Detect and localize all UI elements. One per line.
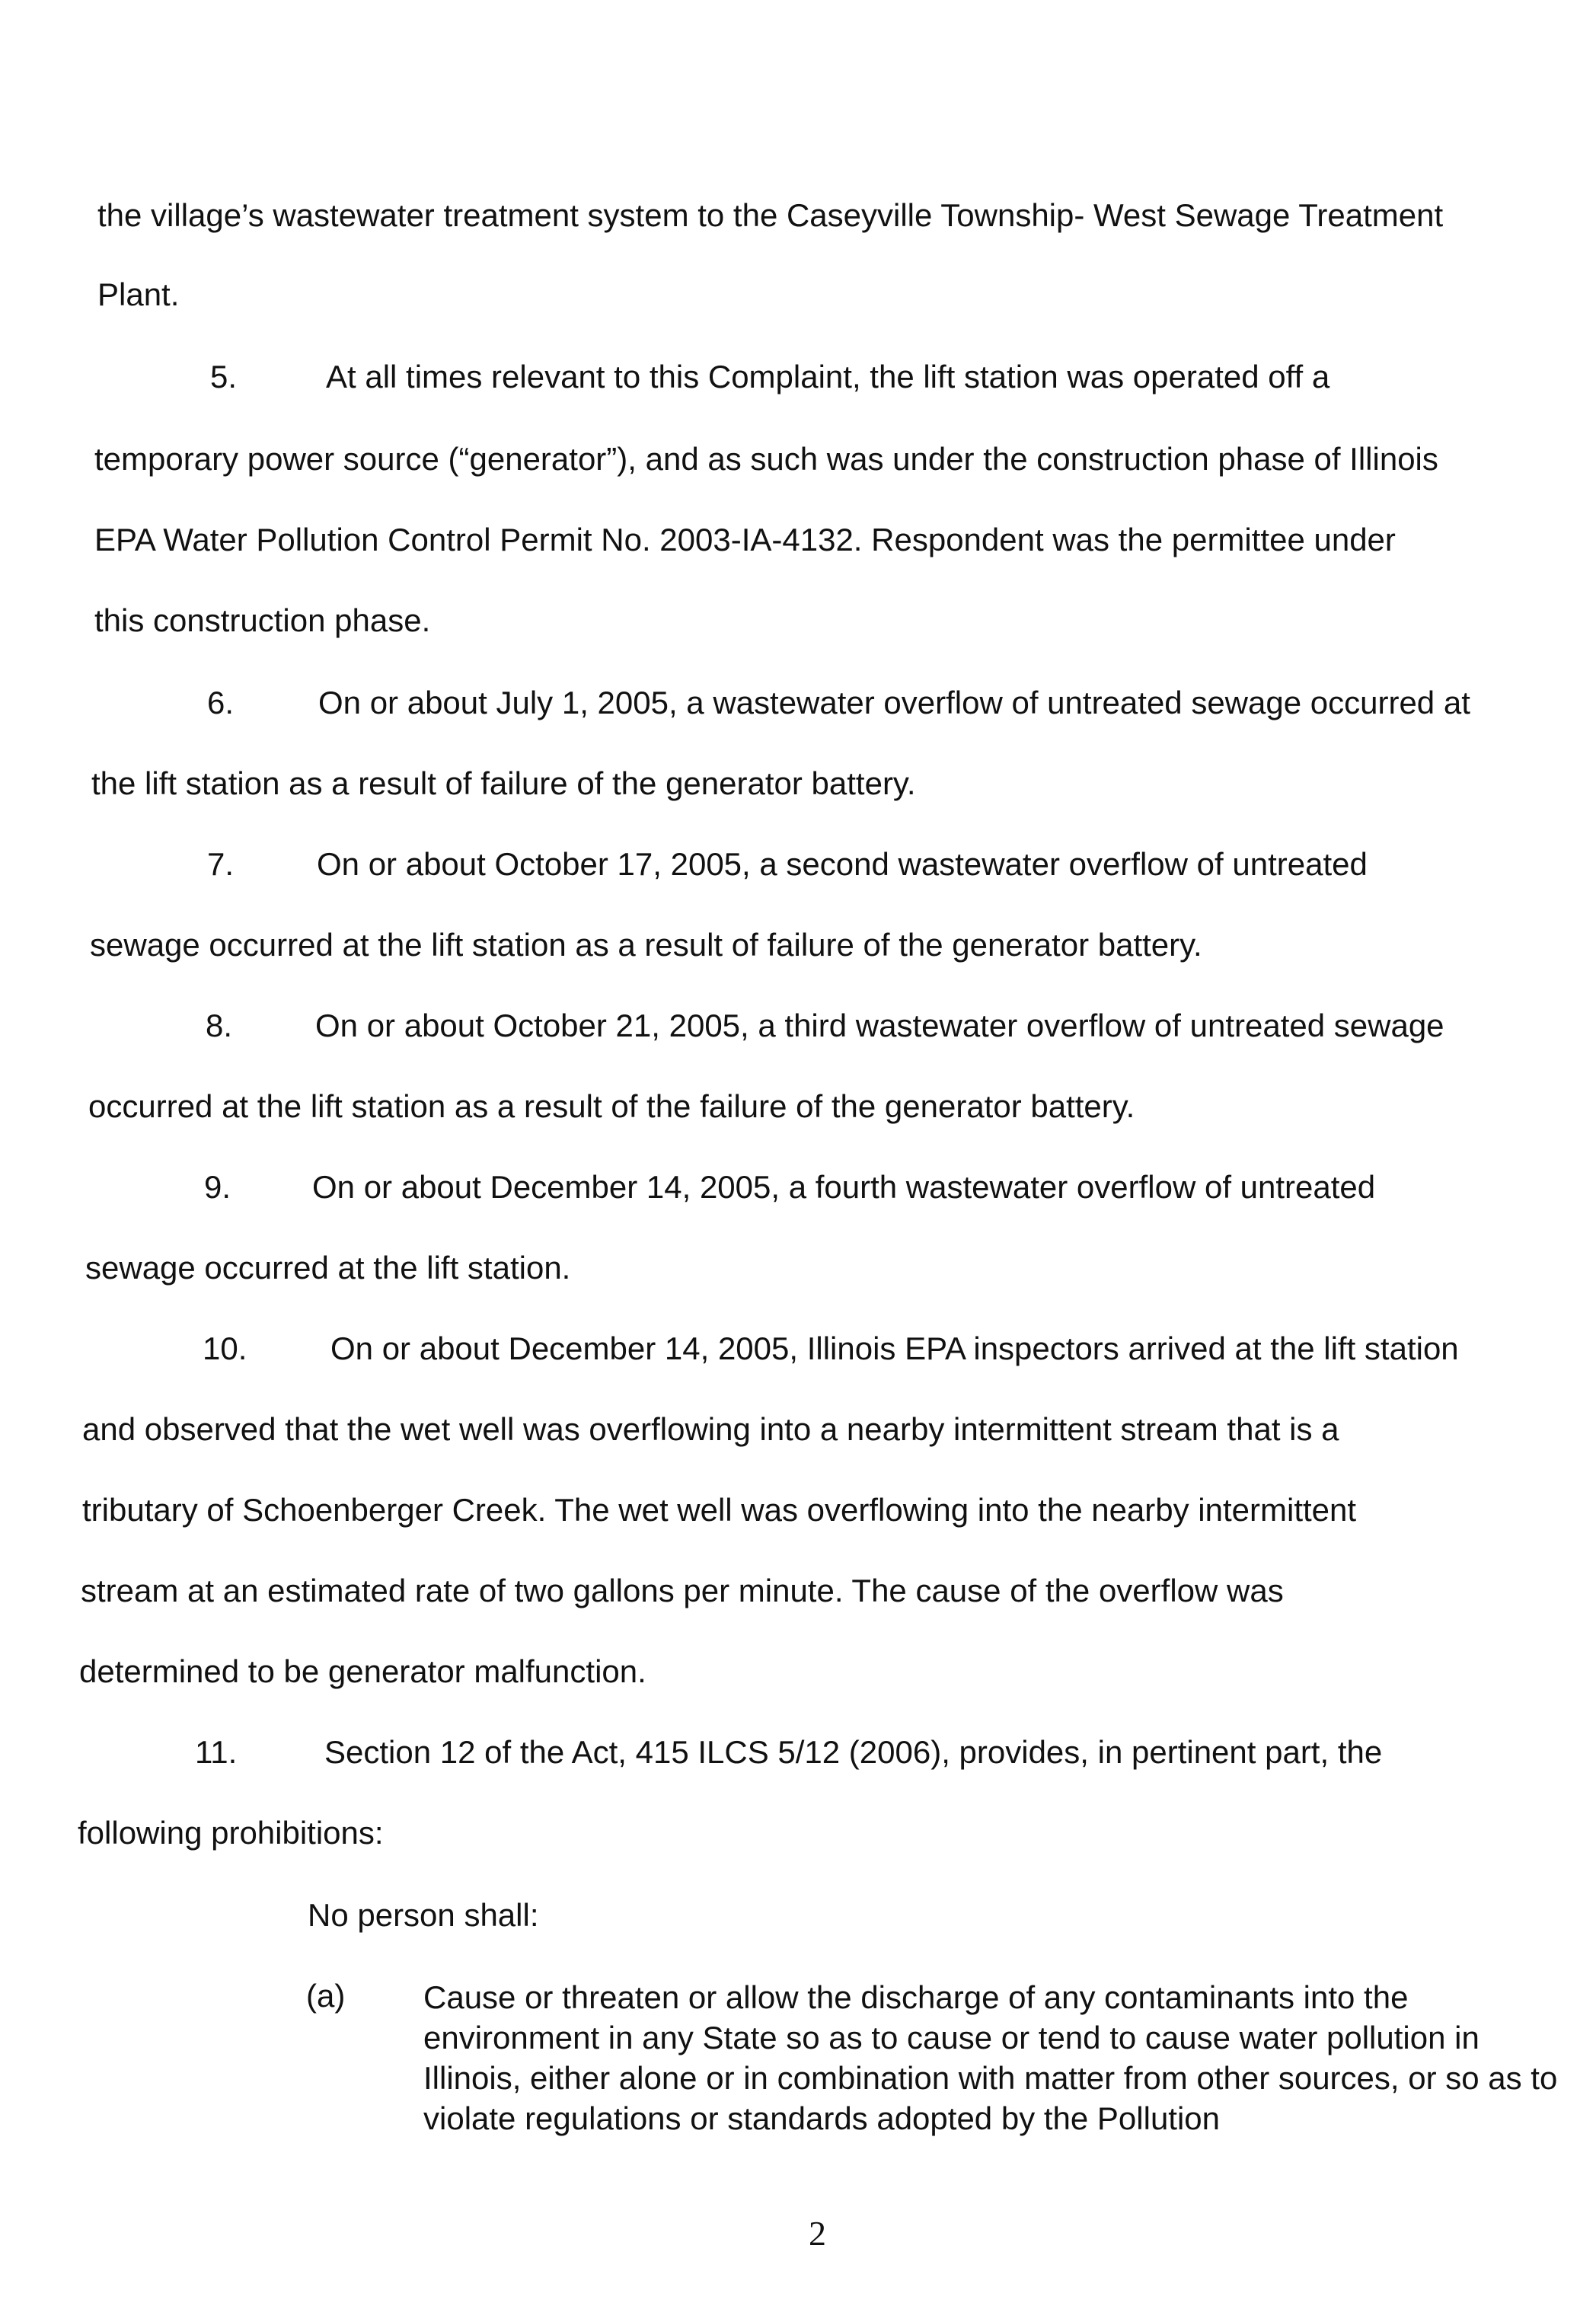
paragraph-number: 7. [207,846,235,882]
text-line: On or about December 14, 2005, a fourth wastewater overflow of untreated [312,1169,1376,1205]
text-line: the village’s wastewater treatment system to the Caseyville Township- West Sewage Treatment [97,197,1444,233]
text-line: occurred at the lift station as a result of the failure of the generator battery. [88,1088,1135,1124]
quote-item-label: (a) [306,1978,346,2014]
text-line: At all times relevant to this Complaint, the lift station was operated off a [326,359,1330,394]
text-line: the lift station as a result of failure of the generator battery. [91,765,916,801]
text-line: and observed that the wet well was overflowing into a nearby intermittent stream that is a [82,1411,1339,1447]
paragraph-number: 6. [207,685,235,720]
text-line: On or about October 21, 2005, a third wastewater overflow of untreated sewage [315,1008,1444,1043]
text-line: On or about December 14, 2005, Illinois EPA inspectors arrived at the lift station [330,1330,1459,1366]
quote-item-text: Cause or threaten or allow the discharge of any contaminants into the environment in any State so as to cause or tend to cause water pollution in Illinois, either alone or in combination with matter from other sources, or so as to violate regulations or standards adopted by the Pollution [423,1979,1558,2136]
text-line: Section 12 of the Act, 415 ILCS 5/12 (2006), provides, in pertinent part, the [324,1734,1383,1770]
text-line: determined to be generator malfunction. [79,1653,646,1689]
paragraph-number: 8. [206,1008,233,1043]
text-line: Plant. [97,276,180,312]
text-line: tributary of Schoenberger Creek. The wet well was overflowing into the nearby intermittent [82,1492,1357,1528]
text-line: sewage occurred at the lift station. [85,1250,571,1286]
text-line: following prohibitions: [78,1815,384,1851]
text-line: On or about July 1, 2005, a wastewater overflow of untreated sewage occurred at [318,685,1470,720]
text-line: On or about October 17, 2005, a second wastewater overflow of untreated [317,846,1368,882]
page-number: 2 [809,2214,826,2253]
paragraph-number: 11. [195,1734,238,1770]
text-line: this construction phase. [94,602,431,638]
text-line: stream at an estimated rate of two gallons per minute. The cause of the overflow was [81,1573,1284,1608]
paragraph-number: 10. [203,1330,247,1366]
paragraph-number: 9. [204,1169,231,1205]
text-line: sewage occurred at the lift station as a result of failure of the generator battery. [90,927,1202,963]
text-line: temporary power source (“generator”), and as such was under the construction phase of Illinois [94,441,1438,477]
text-line: EPA Water Pollution Control Permit No. 2003-IA-4132. Respondent was the permittee under [94,522,1396,557]
quote-intro: No person shall: [308,1897,539,1933]
paragraph-number: 5. [210,359,238,394]
